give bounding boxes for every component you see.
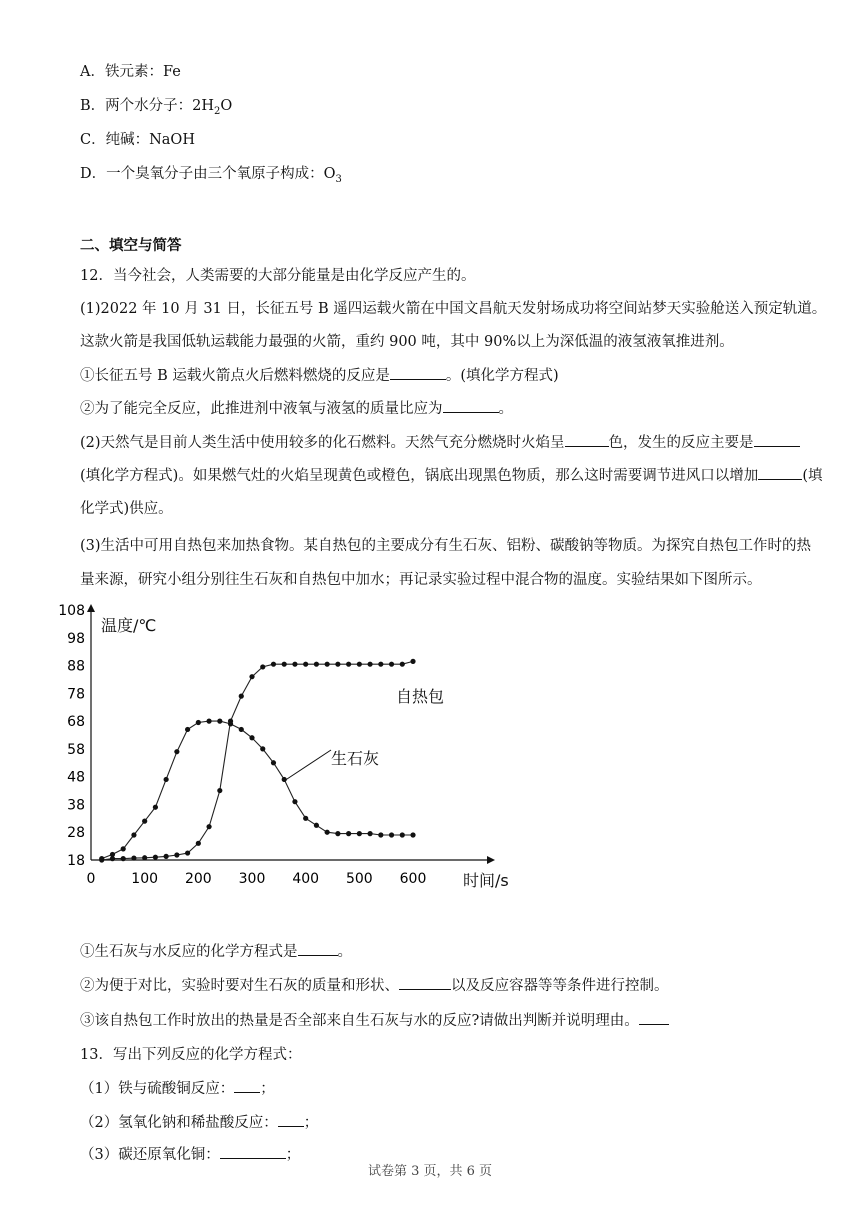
data-point (410, 659, 415, 664)
x-tick-label: 100 (131, 871, 159, 887)
data-point (400, 662, 405, 667)
q12-part2-line2-text-end: (填 (802, 468, 823, 484)
q13-item2-text: （2）氢氧化钠和稀盐酸反应： (80, 1115, 278, 1131)
y-tick-label: 88 (67, 658, 85, 675)
q12-part1-a (80, 364, 820, 385)
q12-question-a (80, 940, 820, 961)
y-tick-label: 108 (58, 603, 85, 619)
x-tick-label: 0 (86, 871, 96, 887)
answer-blank[interactable] (278, 1113, 304, 1127)
data-point (131, 855, 136, 860)
data-point (378, 832, 383, 837)
q12-question-b (80, 974, 820, 995)
section-title: 二、填空与简答 (80, 238, 182, 254)
data-point (260, 746, 265, 751)
x-tick-label: 600 (399, 871, 427, 887)
q13-stem: 13．写出下列反应的化学方程式： (80, 1047, 302, 1063)
q12-part1-a-text-end: 。(填化学方程式) (445, 368, 559, 384)
q13-item1-text-end: ； (260, 1081, 275, 1097)
x-tick-label: 500 (345, 871, 373, 887)
q12-part2-line1 (80, 431, 820, 452)
answer-blank[interactable] (565, 433, 609, 447)
y-tick-label: 28 (67, 825, 85, 842)
data-point (260, 664, 265, 669)
y-axis-label: 温度/℃ (101, 616, 157, 635)
data-point (389, 832, 394, 837)
data-point (303, 816, 308, 821)
data-point (153, 855, 158, 860)
answer-blank[interactable] (754, 433, 800, 447)
option-c: C．纯碱：NaOH (80, 132, 195, 148)
answer-blank[interactable] (234, 1079, 260, 1093)
y-tick-label: 48 (67, 769, 85, 786)
q12-part1-line1: (1)2022 年 10 月 31 日，长征五号 B 遥四运载火箭在中国文昌航天发射场成功将空间站梦天实验舱送入预定轨道。 (80, 301, 827, 317)
q12-part1-a-text: ①长征五号 B 运载火箭点火后燃料燃烧的反应是 (80, 368, 390, 384)
data-point (99, 856, 104, 861)
data-point (196, 841, 201, 846)
data-point (335, 662, 340, 667)
option-b-subscript: 2 (214, 105, 221, 117)
data-point (206, 824, 211, 829)
q12-question-a-text: ①生石灰与水反应的化学方程式是 (80, 944, 298, 960)
data-point (228, 721, 233, 726)
data-point (217, 719, 222, 724)
data-point (217, 788, 222, 793)
answer-blank[interactable] (443, 399, 499, 413)
option-d-subscript: 3 (335, 173, 342, 185)
y-tick-label: 58 (67, 741, 85, 758)
y-tick-label: 68 (67, 714, 85, 731)
y-tick-label: 38 (67, 797, 85, 814)
data-point (164, 777, 169, 782)
data-point (239, 694, 244, 699)
data-point (314, 662, 319, 667)
q12-part3-line2: 量来源，研究小组分别往生石灰和自热包中加水；再记录实验过程中混合物的温度。实验结果如下图所示。 (80, 572, 762, 588)
y-tick-label: 18 (67, 853, 85, 869)
q12-part2-line1-text: (2)天然气是目前人类生活中使用较多的化石燃料。天然气充分燃烧时火焰呈 (80, 435, 565, 451)
q13-item2-text-end: ； (303, 1115, 319, 1131)
data-point (303, 662, 308, 667)
data-point (400, 832, 405, 837)
x-axis-label: 时间/s (463, 871, 509, 890)
answer-blank[interactable] (758, 466, 802, 480)
data-point (153, 805, 158, 810)
x-tick-label: 200 (184, 871, 212, 887)
data-point (292, 662, 297, 667)
option-b (80, 94, 820, 117)
temperature-chart (55, 598, 525, 898)
data-point (196, 720, 201, 725)
x-tick-label: 300 (238, 871, 266, 887)
page-footer: 试卷第 3 页，共 6 页 (367, 1164, 493, 1179)
data-point (185, 727, 190, 732)
data-point (314, 823, 319, 828)
option-b-text: B．两个水分子：2H (80, 98, 215, 114)
q13-item1 (80, 1077, 820, 1098)
q13-item1-text: （1）铁与硫酸铜反应： (80, 1081, 235, 1097)
q12-part1-b (80, 397, 820, 418)
answer-blank[interactable] (298, 942, 338, 956)
q12-question-b-text-end: 以及反应容器等等条件进行控制。 (451, 978, 669, 994)
answer-blank[interactable] (399, 976, 451, 990)
data-point (164, 854, 169, 859)
data-point (325, 830, 330, 835)
q12-part2-line3: 化学式)供应。 (80, 501, 173, 517)
q12-stem: 12．当今社会，人类需要的大部分能量是由化学反应产生的。 (80, 268, 476, 284)
answer-blank[interactable] (220, 1145, 286, 1159)
data-point (249, 674, 254, 679)
data-point (142, 855, 147, 860)
data-point (110, 852, 115, 857)
q13-item3-text-end: ； (285, 1147, 301, 1163)
q12-part1-b-text: ②为了能完全反应，此推进剂中液氧与液氢的质量比应为 (80, 401, 443, 417)
data-point (206, 719, 211, 724)
data-point (249, 735, 254, 740)
q12-question-a-text-end: 。 (337, 944, 352, 960)
q12-part2-line2 (80, 464, 823, 485)
data-point (121, 846, 126, 851)
data-point (367, 662, 372, 667)
q12-part2-line1-mid: 色，发生的反应主要是 (608, 435, 754, 451)
data-point (357, 831, 362, 836)
answer-blank[interactable] (390, 366, 446, 380)
series-label-leader (284, 750, 331, 781)
series-label-zirebao: 自热包 (396, 687, 445, 706)
q12-question-c-text: ③该自热包工作时放出的热量是否全部来自生石灰与水的反应?请做出判断并说明理由。 (80, 1013, 639, 1029)
data-point (410, 832, 415, 837)
x-tick-label: 400 (292, 871, 320, 887)
q12-part3-line1: (3)生活中可用自热包来加热食物。某自热包的主要成分有生石灰、铝粉、碳酸钠等物质。为探究自热包工作时的热 (80, 538, 812, 554)
option-d-text: D．一个臭氧分子由三个氧原子构成：O (80, 166, 336, 182)
option-a: A．铁元素：Fe (80, 64, 181, 80)
data-point (292, 799, 297, 804)
data-point (239, 727, 244, 732)
q12-part2-line2-text: (填化学方程式)。如果燃气灶的火焰呈现黄色或橙色，锅底出现黑色物质，那么这时需要调节进风口以增加 (80, 468, 759, 484)
option-b-text-end: O (220, 98, 233, 114)
data-point (325, 662, 330, 667)
data-point (282, 662, 287, 667)
y-tick-label: 78 (67, 686, 85, 703)
data-point (335, 831, 340, 836)
data-point (357, 662, 362, 667)
data-point (378, 662, 383, 667)
data-point (142, 819, 147, 824)
q12-question-c (80, 1009, 820, 1030)
data-point (346, 831, 351, 836)
q12-question-b-text: ②为便于对比，实验时要对生石灰的质量和形状、 (80, 978, 399, 994)
data-point (121, 856, 126, 861)
q13-item3-text: （3）碳还原氧化铜： (80, 1147, 220, 1163)
option-d (80, 162, 820, 185)
data-point (271, 760, 276, 765)
data-point (346, 662, 351, 667)
q12-part1-line2: 这款火箭是我国低轨运载能力最强的火箭，重约 900 吨，其中 90%以上为深低温的液氢液氧推进剂。 (80, 334, 734, 350)
data-point (389, 662, 394, 667)
y-tick-label: 98 (67, 630, 85, 647)
q12-part1-b-text-end: 。 (498, 401, 513, 417)
data-point (174, 749, 179, 754)
data-point (174, 852, 179, 857)
data-point (131, 832, 136, 837)
series-line-1 (102, 721, 413, 859)
data-point (185, 850, 190, 855)
data-point (367, 831, 372, 836)
series-label-shenghuihui: 生石灰 (331, 749, 380, 768)
q13-item2 (80, 1111, 820, 1132)
data-point (271, 662, 276, 667)
answer-blank[interactable] (639, 1011, 669, 1025)
